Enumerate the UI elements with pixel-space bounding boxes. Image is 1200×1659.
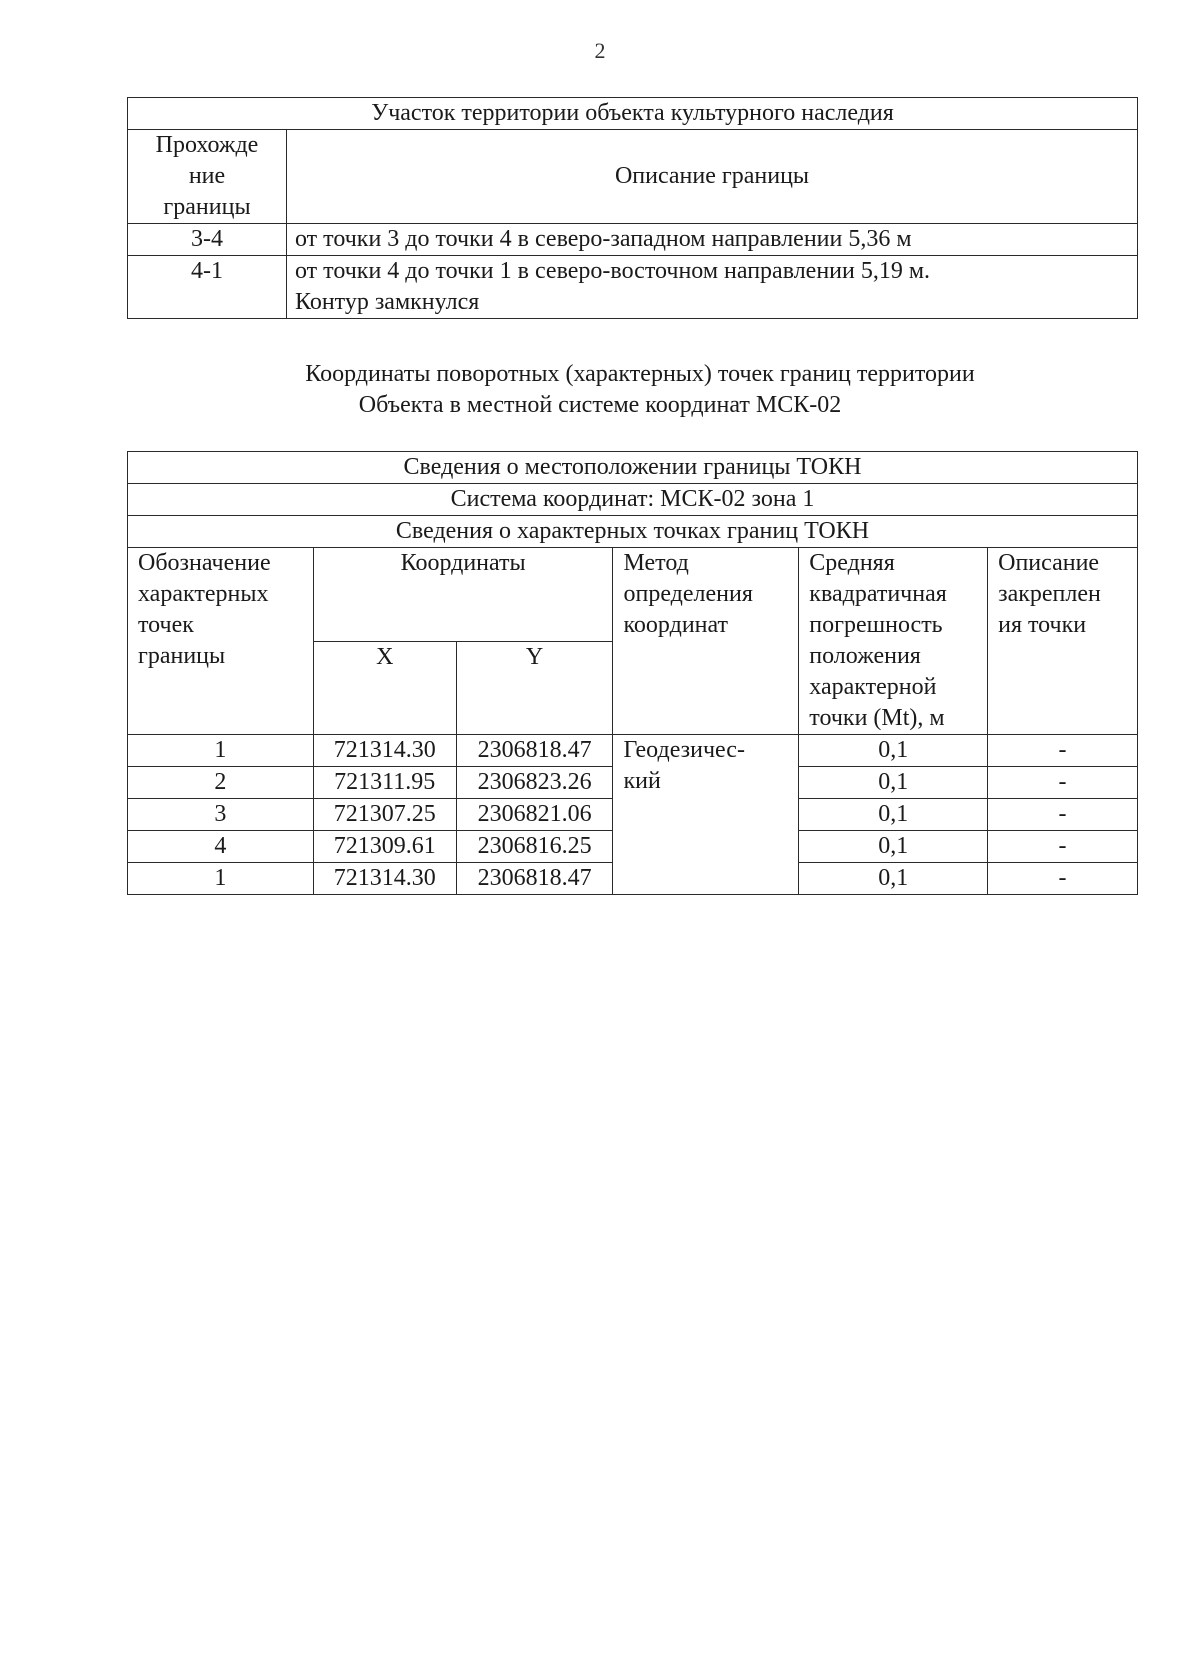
header-line: квадратичная	[809, 581, 947, 607]
coordinate-system-title: Система координат: МСК-02 зона 1	[128, 484, 1138, 516]
method-cell	[613, 735, 799, 895]
table-title-row	[128, 516, 1138, 548]
point-cell: 2	[128, 767, 314, 799]
point-cell: 4	[128, 831, 314, 863]
page-number: 2	[594, 38, 606, 63]
table-title: Сведения о местоположении границы ТОКН	[128, 452, 1138, 484]
fixing-cell: -	[988, 863, 1138, 895]
coordinates-heading-line2: Объекта в местной системе координат МСК-02	[358, 392, 842, 418]
coordinates-heading-line1: Координаты поворотных (характерных) точек границ территории	[305, 361, 975, 387]
error-cell: 0,1	[799, 831, 988, 863]
y-cell: 2306823.26	[456, 767, 613, 799]
points-info-title: Сведения о характерных точках границ ТОКН	[128, 516, 1138, 548]
header-point-designation	[128, 548, 314, 735]
y-cell: 2306818.47	[456, 863, 613, 895]
table-title-row	[128, 452, 1138, 484]
table-row	[128, 256, 1138, 319]
segment-cell: 3-4	[128, 224, 287, 256]
error-cell: 0,1	[799, 735, 988, 767]
method-line: кий	[623, 768, 661, 794]
table-header-row	[128, 548, 1138, 642]
header-mean-square-error	[799, 548, 988, 735]
description-line: от точки 4 до точки 1 в северо-восточном направлении 5,19 м.	[295, 258, 931, 284]
fixing-cell: -	[988, 735, 1138, 767]
header-line: Обозначение	[138, 550, 271, 576]
x-cell: 721314.30	[313, 863, 456, 895]
x-cell: 721309.61	[313, 831, 456, 863]
header-line: ия точки	[998, 612, 1087, 638]
header-line: погрешность	[809, 612, 943, 638]
boundary-description-table	[127, 97, 1138, 319]
y-cell: 2306821.06	[456, 799, 613, 831]
header-line: Метод	[623, 550, 689, 576]
y-cell: 2306816.25	[456, 831, 613, 863]
description-cell: от точки 3 до точки 4 в северо-западном направлении 5,36 м	[287, 224, 1138, 256]
header-method	[613, 548, 799, 735]
header-boundary-passage	[128, 130, 287, 224]
header-line: Прохожде	[155, 132, 259, 158]
header-x: X	[313, 641, 456, 735]
header-line: закреплен	[998, 581, 1101, 607]
point-cell: 3	[128, 799, 314, 831]
point-cell: 1	[128, 735, 314, 767]
error-cell: 0,1	[799, 863, 988, 895]
x-cell: 721314.30	[313, 735, 456, 767]
error-cell: 0,1	[799, 799, 988, 831]
header-point-fixing	[988, 548, 1138, 735]
header-line: характерной	[809, 674, 937, 700]
header-boundary-description: Описание границы	[287, 130, 1138, 224]
fixing-cell: -	[988, 831, 1138, 863]
table-title-row	[128, 484, 1138, 516]
fixing-cell: -	[988, 767, 1138, 799]
header-y: Y	[456, 641, 613, 735]
segment-cell: 4-1	[128, 256, 287, 319]
description-cell	[287, 256, 1138, 319]
description-line: Контур замкнулся	[295, 289, 480, 315]
coordinates-table	[127, 451, 1138, 895]
fixing-cell: -	[988, 799, 1138, 831]
y-cell: 2306818.47	[456, 735, 613, 767]
header-line: границы	[163, 194, 251, 220]
header-line: координат	[623, 612, 729, 638]
header-line: характерных	[138, 581, 269, 607]
header-line: ние	[188, 163, 226, 189]
header-line: границы	[138, 643, 226, 669]
error-cell: 0,1	[799, 767, 988, 799]
x-cell: 721311.95	[313, 767, 456, 799]
table-row	[128, 735, 1138, 767]
header-line: точек	[138, 612, 194, 638]
header-line: Описание	[998, 550, 1100, 576]
header-coordinates: Координаты	[313, 548, 613, 642]
table-row	[128, 224, 1138, 256]
table-header-row	[128, 130, 1138, 224]
point-cell: 1	[128, 863, 314, 895]
x-cell: 721307.25	[313, 799, 456, 831]
header-line: Средняя	[809, 550, 895, 576]
method-line: Геодезичес-	[623, 737, 745, 763]
table-title-row	[128, 98, 1138, 130]
header-line: точки (Mt), м	[809, 705, 945, 731]
header-line: определения	[623, 581, 753, 607]
header-line: положения	[809, 643, 921, 669]
table-title: Участок территории объекта культурного наследия	[128, 98, 1138, 130]
